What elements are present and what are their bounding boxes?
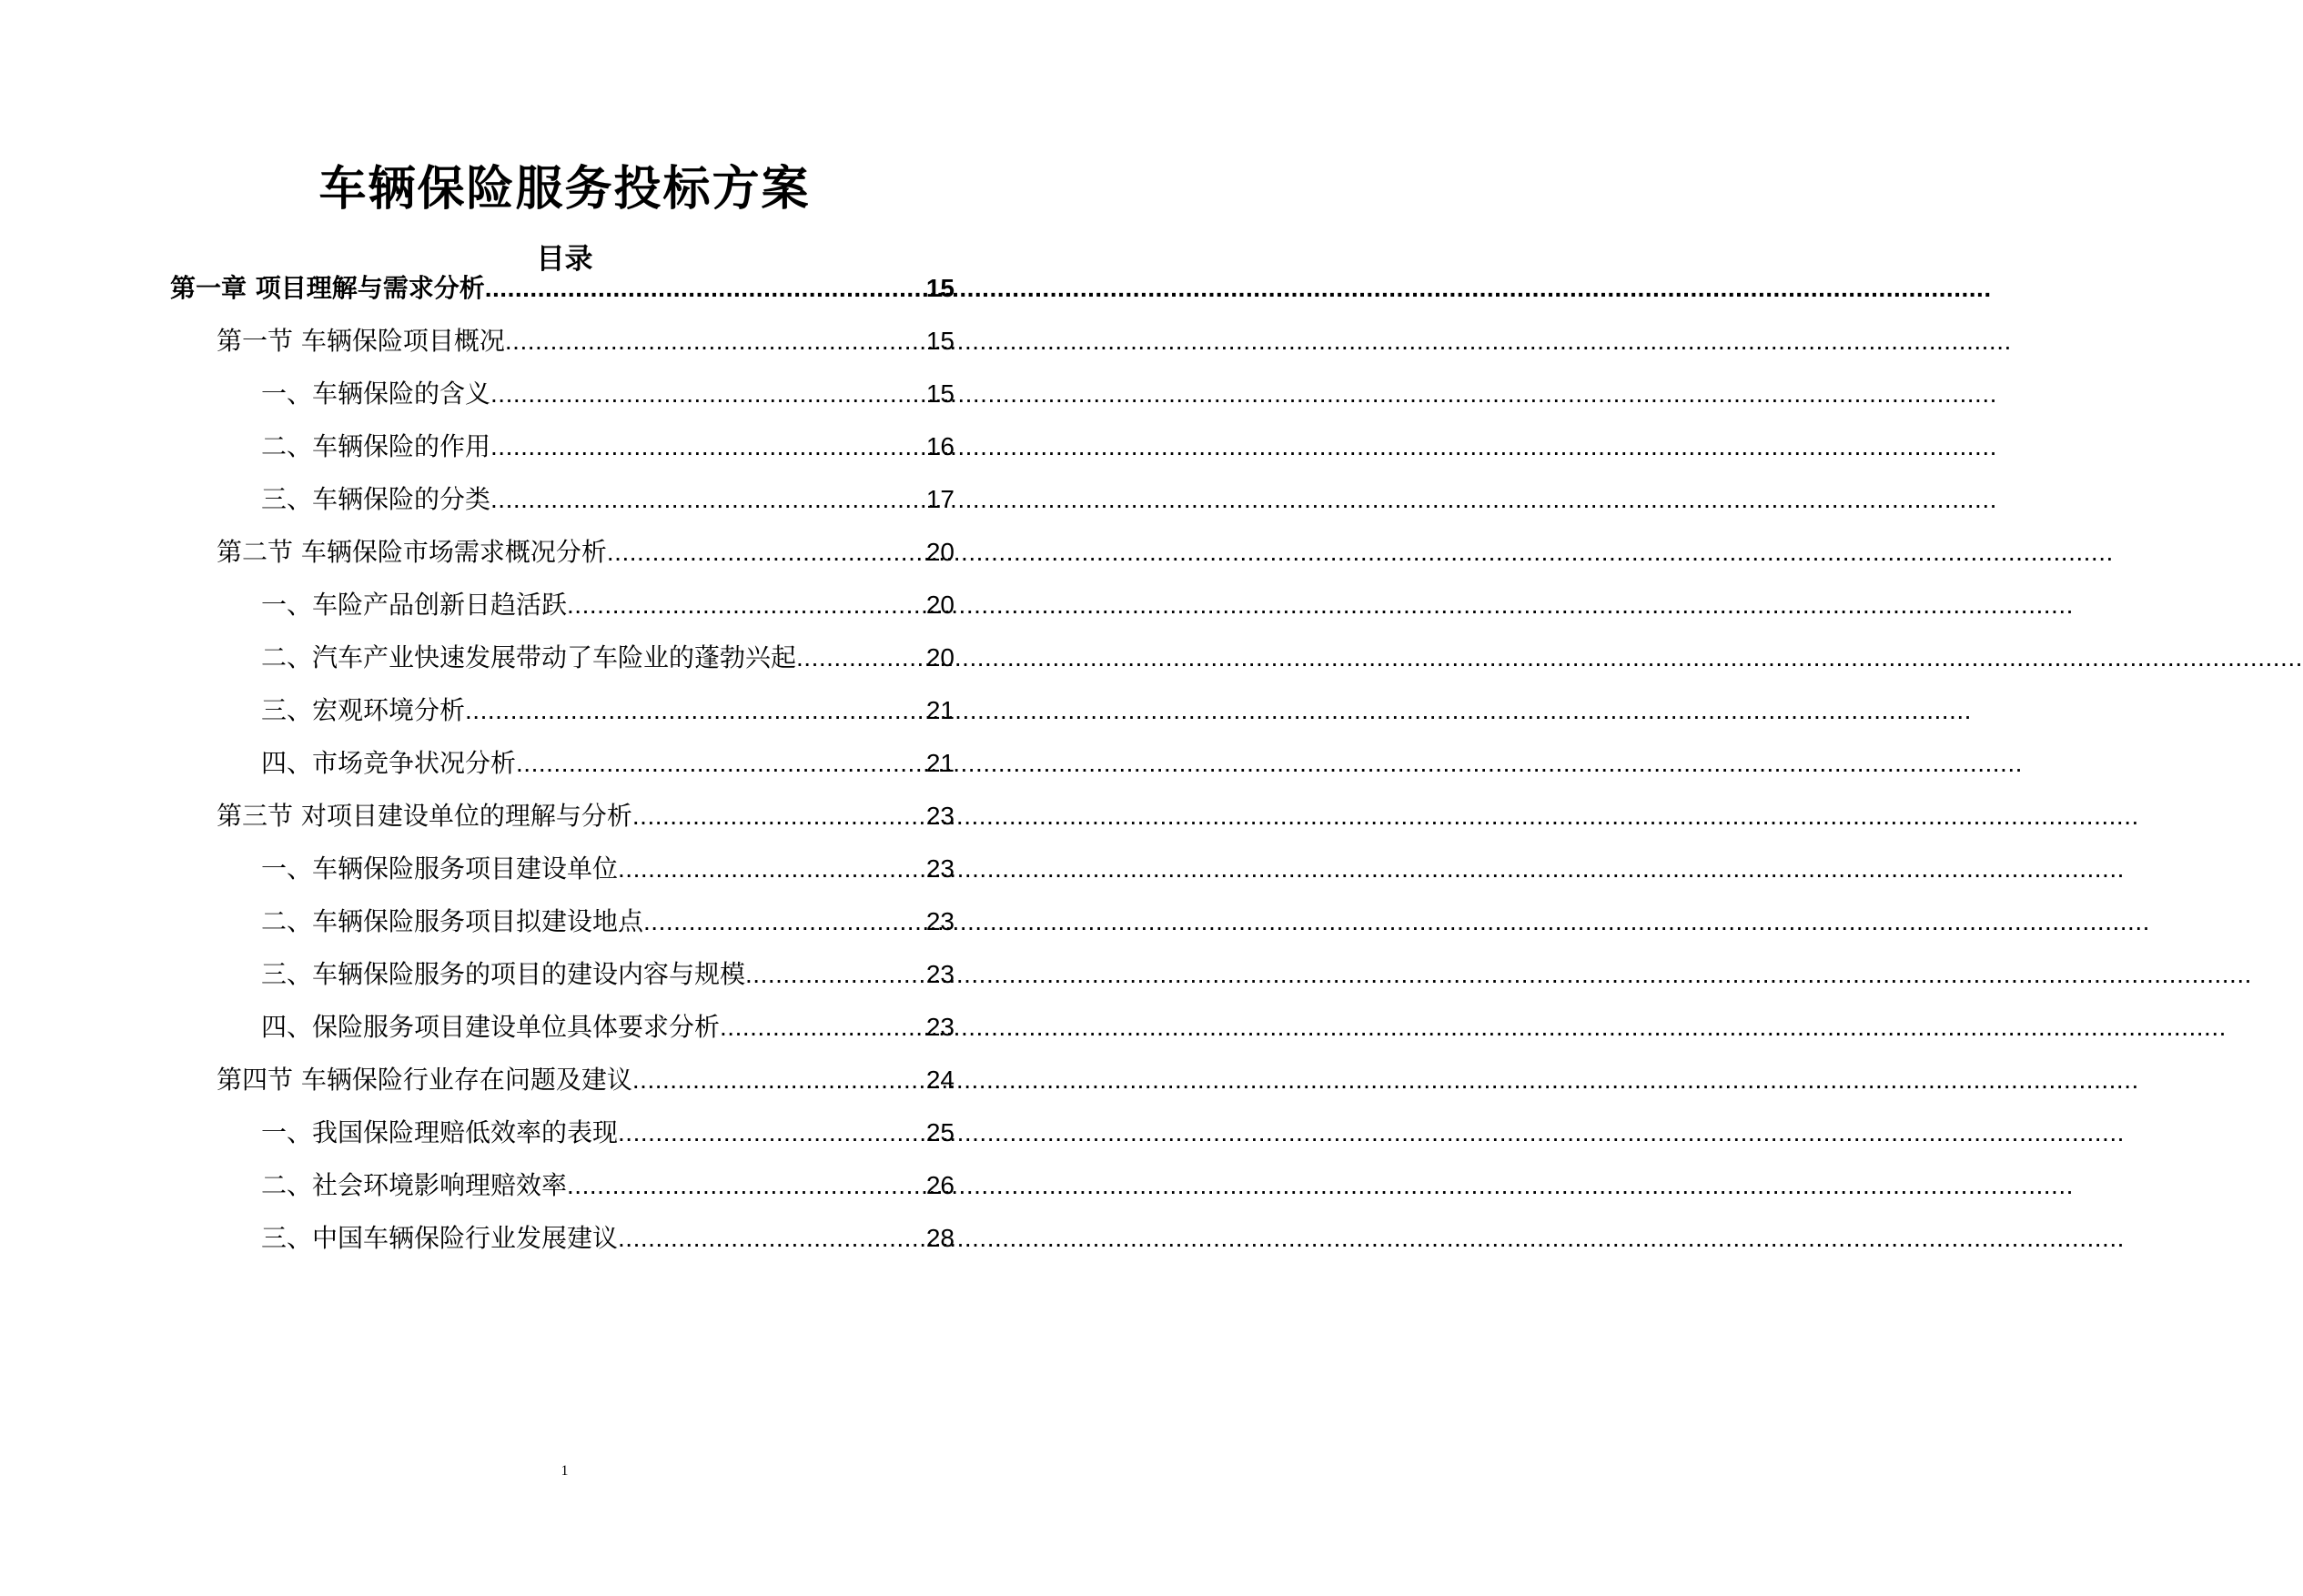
toc-entry-label: 三、中国车辆保险行业发展建议	[261, 1223, 619, 1253]
toc-entry-page: 17	[925, 485, 955, 513]
toc-entry[interactable]	[217, 532, 955, 572]
toc-entry-label: 四、保险服务项目建设单位具体要求分析	[261, 1012, 721, 1042]
table-of-contents	[0, 0, 1129, 1456]
toc-entry[interactable]	[261, 1007, 955, 1047]
toc-entry[interactable]	[170, 268, 955, 308]
toc-entry-label: 三、宏观环境分析	[261, 695, 466, 725]
toc-entry-page: 28	[925, 1224, 955, 1252]
toc-leader-dots	[607, 532, 924, 572]
toc-heading: 目录	[536, 243, 593, 276]
toc-leader-dots	[490, 427, 924, 467]
toc-leader-dots	[618, 1113, 924, 1153]
toc-leader-dots	[505, 321, 924, 361]
toc-entry-label: 三、车辆保险服务的项目的建设内容与规模	[261, 959, 746, 989]
toc-entry-page: 21	[925, 696, 955, 724]
toc-leader-dots	[632, 796, 924, 836]
document-title: 车辆保险服务投标方案	[318, 162, 811, 217]
toc-leader-dots	[618, 1218, 924, 1258]
toc-entry-page: 23	[925, 907, 955, 935]
toc-leader-dots	[720, 1007, 924, 1047]
toc-entry[interactable]	[217, 321, 955, 361]
toc-entry-page: 24	[925, 1066, 955, 1094]
toc-entry-page: 20	[925, 538, 955, 566]
toc-leader-dots	[516, 743, 924, 783]
toc-entry-label: 二、社会环境影响理赔效率	[261, 1170, 568, 1200]
toc-entry-label: 一、车辆保险服务项目建设单位	[261, 854, 619, 884]
toc-entry-page: 15	[925, 379, 955, 408]
toc-entry[interactable]	[261, 955, 955, 995]
toc-leader-dots	[745, 955, 924, 995]
toc-leader-dots	[618, 849, 924, 889]
toc-entry[interactable]	[261, 638, 955, 678]
toc-entry-label: 二、车辆保险服务项目拟建设地点	[261, 906, 644, 936]
toc-leader-dots	[643, 902, 924, 942]
toc-entry[interactable]	[261, 902, 955, 942]
toc-entry[interactable]	[261, 585, 955, 625]
toc-entry-page: 15	[925, 274, 955, 302]
toc-entry-page: 20	[925, 643, 955, 672]
toc-entry-page: 15	[925, 327, 955, 355]
toc-entry[interactable]	[217, 796, 955, 836]
toc-entry-label: 三、车辆保险的分类	[261, 484, 491, 514]
toc-leader-dots	[490, 480, 924, 520]
toc-entry-page: 23	[925, 802, 955, 830]
toc-entry-page: 16	[925, 432, 955, 460]
toc-entry-page: 21	[925, 749, 955, 777]
toc-entry-label: 第四节 车辆保险行业存在问题及建议	[217, 1065, 632, 1095]
toc-leader-dots	[567, 1166, 924, 1206]
toc-entry[interactable]	[261, 374, 955, 414]
toc-entry-page: 23	[925, 1013, 955, 1041]
toc-entry[interactable]	[261, 849, 955, 889]
toc-entry-label: 一、车辆保险的含义	[261, 379, 491, 409]
toc-entry-label: 第三节 对项目建设单位的理解与分析	[217, 801, 632, 831]
toc-entry-label: 一、车险产品创新日趋活跃	[261, 590, 568, 620]
toc-leader-dots	[490, 374, 924, 414]
toc-entry[interactable]	[261, 1113, 955, 1153]
toc-entry-label: 二、汽车产业快速发展带动了车险业的蓬勃兴起	[261, 642, 797, 672]
toc-leader-dots	[632, 1060, 924, 1100]
toc-entry-label: 第一章 项目理解与需求分析	[170, 273, 485, 303]
toc-leader-dots	[465, 691, 924, 731]
toc-leader-dots	[796, 638, 924, 678]
toc-entry-page: 26	[925, 1171, 955, 1199]
toc-entry[interactable]	[261, 480, 955, 520]
toc-leader-dots	[485, 268, 924, 308]
toc-leader-dots	[567, 585, 924, 625]
toc-entry-label: 一、我国保险理赔低效率的表现	[261, 1117, 619, 1147]
toc-entry[interactable]	[261, 691, 955, 731]
toc-entry[interactable]	[261, 427, 955, 467]
toc-entry-label: 第一节 车辆保险项目概况	[217, 326, 505, 356]
toc-entry[interactable]	[261, 1166, 955, 1206]
toc-entry-page: 20	[925, 591, 955, 619]
page-number: 1	[561, 1463, 569, 1479]
toc-entry[interactable]	[261, 743, 955, 783]
toc-entry[interactable]	[217, 1060, 955, 1100]
toc-entry-label: 四、市场竞争状况分析	[261, 748, 517, 778]
toc-entry-label: 第二节 车辆保险市场需求概况分析	[217, 537, 607, 567]
toc-entry-page: 23	[925, 960, 955, 988]
toc-entry[interactable]	[261, 1218, 955, 1258]
toc-entry-page: 25	[925, 1118, 955, 1146]
toc-entry-label: 二、车辆保险的作用	[261, 431, 491, 461]
toc-entry-page: 23	[925, 854, 955, 883]
